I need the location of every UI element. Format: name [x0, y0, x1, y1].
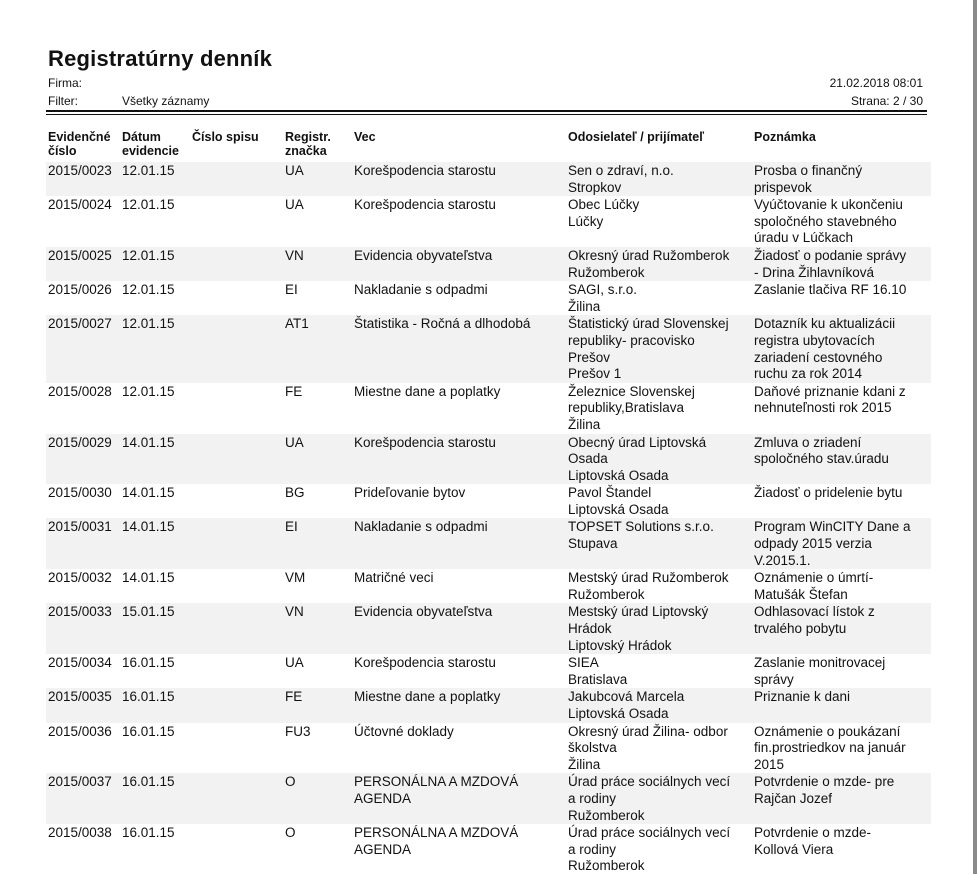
table-row	[46, 688, 931, 722]
cell-spis	[190, 569, 283, 603]
cell-datum: 12.01.15	[120, 247, 190, 281]
cell-znacka: FE	[283, 383, 352, 434]
cell-znacka: EI	[283, 281, 352, 315]
cell-znacka: O	[283, 824, 352, 875]
cell-znacka: UA	[283, 654, 352, 688]
cell-spis	[190, 824, 283, 875]
cell-spis	[190, 196, 283, 247]
cell-vec: PERSONÁLNA A MZDOVÁ AGENDA	[352, 773, 566, 824]
cell-spis	[190, 383, 283, 434]
cell-znacka: EI	[283, 518, 352, 569]
cell-znacka: FE	[283, 688, 352, 722]
cell-poznamka: Odhlasovací lístok z trvalého pobytu	[752, 603, 931, 654]
registry-table	[46, 128, 931, 875]
cell-poznamka: Daňové priznanie kdani z nehnuteľnosti rok 2015	[752, 383, 931, 434]
col-datum-evidencie: Dátum evidencie	[122, 130, 179, 158]
report-datetime: 21.02.2018 08:01	[829, 76, 923, 90]
cell-poznamka: Zaslanie tlačiva RF 16.10	[752, 281, 931, 315]
cell-datum: 15.01.15	[120, 603, 190, 654]
cell-odosielatel: Sen o zdraví, n.o. Stropkov	[566, 162, 752, 196]
firma-label: Firma:	[48, 76, 82, 90]
cell-spis	[190, 484, 283, 518]
cell-odosielatel: Okresný úrad Žilina- odbor školstva Žilina	[566, 723, 752, 774]
cell-vec: Prideľovanie bytov	[352, 484, 566, 518]
cell-odosielatel: Mestský úrad Ružomberok Ružomberok	[566, 569, 752, 603]
cell-spis	[190, 773, 283, 824]
cell-vec: PERSONÁLNA A MZDOVÁ AGENDA	[352, 824, 566, 875]
table-row	[46, 484, 931, 518]
cell-spis	[190, 162, 283, 196]
cell-poznamka: Žiadosť o pridelenie bytu	[752, 484, 931, 518]
cell-datum: 14.01.15	[120, 434, 190, 485]
cell-vec: Korešpodencia starostu	[352, 654, 566, 688]
cell-spis	[190, 603, 283, 654]
col-poznamka: Poznámka	[754, 130, 816, 144]
cell-odosielatel: Mestský úrad Liptovský Hrádok Liptovský Hrádok	[566, 603, 752, 654]
col-cislo-spisu: Číslo spisu	[192, 130, 259, 144]
cell-odosielatel: SAGI, s.r.o. Žilina	[566, 281, 752, 315]
cell-odosielatel: Obecný úrad Liptovská Osada Liptovská Osada	[566, 434, 752, 485]
cell-evid: 2015/0026	[46, 281, 120, 315]
cell-znacka: AT1	[283, 315, 352, 382]
cell-vec: Korešpodencia starostu	[352, 196, 566, 247]
page-number: Strana: 2 / 30	[850, 94, 923, 108]
cell-evid: 2015/0031	[46, 518, 120, 569]
cell-poznamka: Zmluva o zriadení spoločného stav.úradu	[752, 434, 931, 485]
cell-datum: 16.01.15	[120, 824, 190, 875]
cell-spis	[190, 723, 283, 774]
table-row	[46, 603, 931, 654]
cell-datum: 12.01.15	[120, 281, 190, 315]
cell-vec: Matričné veci	[352, 569, 566, 603]
cell-poznamka: Potvrdenie o mzde- pre Rajčan Jozef	[752, 773, 931, 824]
filter-label: Filter:	[48, 94, 78, 108]
table-row	[46, 569, 931, 603]
cell-poznamka: Oznámenie o poukázaní fin.prostriedkov na január 2015	[752, 723, 931, 774]
table-row	[46, 773, 931, 824]
cell-spis	[190, 315, 283, 382]
table-row	[46, 196, 931, 247]
cell-poznamka: Žiadosť o podanie správy - Drina Žihlavníková	[752, 247, 931, 281]
cell-evid: 2015/0025	[46, 247, 120, 281]
col-evidencne-cislo: Evidenčné číslo	[48, 130, 111, 158]
cell-odosielatel: Obec Lúčky Lúčky	[566, 196, 752, 247]
cell-odosielatel: Železnice Slovenskej republiky,Bratislava Žilina	[566, 383, 752, 434]
cell-poznamka: Potvrdenie o mzde- Kollová Viera	[752, 824, 931, 875]
table-row	[46, 654, 931, 688]
table-row	[46, 281, 931, 315]
cell-datum: 12.01.15	[120, 196, 190, 247]
table-row	[46, 824, 931, 875]
cell-poznamka: Program WinCITY Dane a odpady 2015 verzia V.2015.1.	[752, 518, 931, 569]
cell-datum: 12.01.15	[120, 162, 190, 196]
cell-vec: Evidencia obyvateľstva	[352, 603, 566, 654]
cell-datum: 12.01.15	[120, 383, 190, 434]
table-row	[46, 247, 931, 281]
cell-evid: 2015/0033	[46, 603, 120, 654]
cell-evid: 2015/0023	[46, 162, 120, 196]
cell-evid: 2015/0038	[46, 824, 120, 875]
cell-datum: 16.01.15	[120, 688, 190, 722]
cell-spis	[190, 518, 283, 569]
cell-odosielatel: Úrad práce sociálnych vecí a rodiny Ružomberok	[566, 824, 752, 875]
col-vec: Vec	[354, 130, 376, 144]
cell-odosielatel: Štatistický úrad Slovenskej republiky- pracovisko Prešov Prešov 1	[566, 315, 752, 382]
table-row	[46, 434, 931, 485]
cell-evid: 2015/0027	[46, 315, 120, 382]
cell-vec: Evidencia obyvateľstva	[352, 247, 566, 281]
cell-datum: 16.01.15	[120, 723, 190, 774]
cell-znacka: FU3	[283, 723, 352, 774]
cell-znacka: VN	[283, 603, 352, 654]
cell-spis	[190, 434, 283, 485]
table-row	[46, 162, 931, 196]
cell-poznamka: Prosba o finančný prispevok	[752, 162, 931, 196]
cell-vec: Miestne dane a poplatky	[352, 383, 566, 434]
cell-vec: Štatistika - Ročná a dlhodobá	[352, 315, 566, 382]
cell-odosielatel: Pavol Štandel Liptovská Osada	[566, 484, 752, 518]
cell-odosielatel: SIEA Bratislava	[566, 654, 752, 688]
cell-datum: 12.01.15	[120, 315, 190, 382]
cell-znacka: UA	[283, 196, 352, 247]
cell-vec: Nakladanie s odpadmi	[352, 518, 566, 569]
cell-vec: Nakladanie s odpadmi	[352, 281, 566, 315]
cell-znacka: VN	[283, 247, 352, 281]
cell-vec: Miestne dane a poplatky	[352, 688, 566, 722]
cell-znacka: UA	[283, 434, 352, 485]
cell-datum: 14.01.15	[120, 518, 190, 569]
table-row	[46, 723, 931, 774]
cell-evid: 2015/0034	[46, 654, 120, 688]
table-header-row	[46, 128, 931, 162]
cell-vec: Účtovné doklady	[352, 723, 566, 774]
cell-spis	[190, 688, 283, 722]
cell-znacka: VM	[283, 569, 352, 603]
filter-value: Všetky záznamy	[122, 94, 210, 108]
cell-vec: Korešpodencia starostu	[352, 434, 566, 485]
cell-spis	[190, 247, 283, 281]
cell-datum: 14.01.15	[120, 569, 190, 603]
cell-odosielatel: TOPSET Solutions s.r.o. Stupava	[566, 518, 752, 569]
cell-znacka: UA	[283, 162, 352, 196]
cell-evid: 2015/0030	[46, 484, 120, 518]
cell-evid: 2015/0024	[46, 196, 120, 247]
cell-odosielatel: Jakubcová Marcela Liptovská Osada	[566, 688, 752, 722]
cell-poznamka: Zaslanie monitrovacej správy	[752, 654, 931, 688]
col-registr-znacka: Registr. značka	[285, 130, 331, 158]
table-row	[46, 383, 931, 434]
cell-poznamka: Vyúčtovanie k ukončeniu spoločného stavebného úradu v Lúčkach	[752, 196, 931, 247]
cell-znacka: O	[283, 773, 352, 824]
cell-odosielatel: Okresný úrad Ružomberok Ružomberok	[566, 247, 752, 281]
cell-evid: 2015/0037	[46, 773, 120, 824]
cell-datum: 16.01.15	[120, 773, 190, 824]
cell-odosielatel: Úrad práce sociálnych vecí a rodiny Ružomberok	[566, 773, 752, 824]
cell-evid: 2015/0028	[46, 383, 120, 434]
cell-datum: 14.01.15	[120, 484, 190, 518]
cell-evid: 2015/0029	[46, 434, 120, 485]
cell-spis	[190, 281, 283, 315]
col-odosielatel: Odosielateľ / prijímateľ	[568, 130, 705, 144]
header-rule-thick	[46, 110, 927, 112]
cell-evid: 2015/0036	[46, 723, 120, 774]
cell-evid: 2015/0035	[46, 688, 120, 722]
header-rule-thin	[46, 114, 927, 115]
cell-poznamka: Oznámenie o úmrtí- Matušák Štefan	[752, 569, 931, 603]
table-row	[46, 518, 931, 569]
cell-evid: 2015/0032	[46, 569, 120, 603]
table-row	[46, 315, 931, 382]
cell-poznamka: Dotazník ku aktualizácii registra ubytovacích zariadení cestovného ruchu za rok 2014	[752, 315, 931, 382]
report-title: Registratúrny denník	[48, 46, 273, 71]
cell-vec: Korešpodencia starostu	[352, 162, 566, 196]
cell-znacka: BG	[283, 484, 352, 518]
cell-datum: 16.01.15	[120, 654, 190, 688]
cell-poznamka: Priznanie k dani	[752, 688, 931, 722]
cell-spis	[190, 654, 283, 688]
